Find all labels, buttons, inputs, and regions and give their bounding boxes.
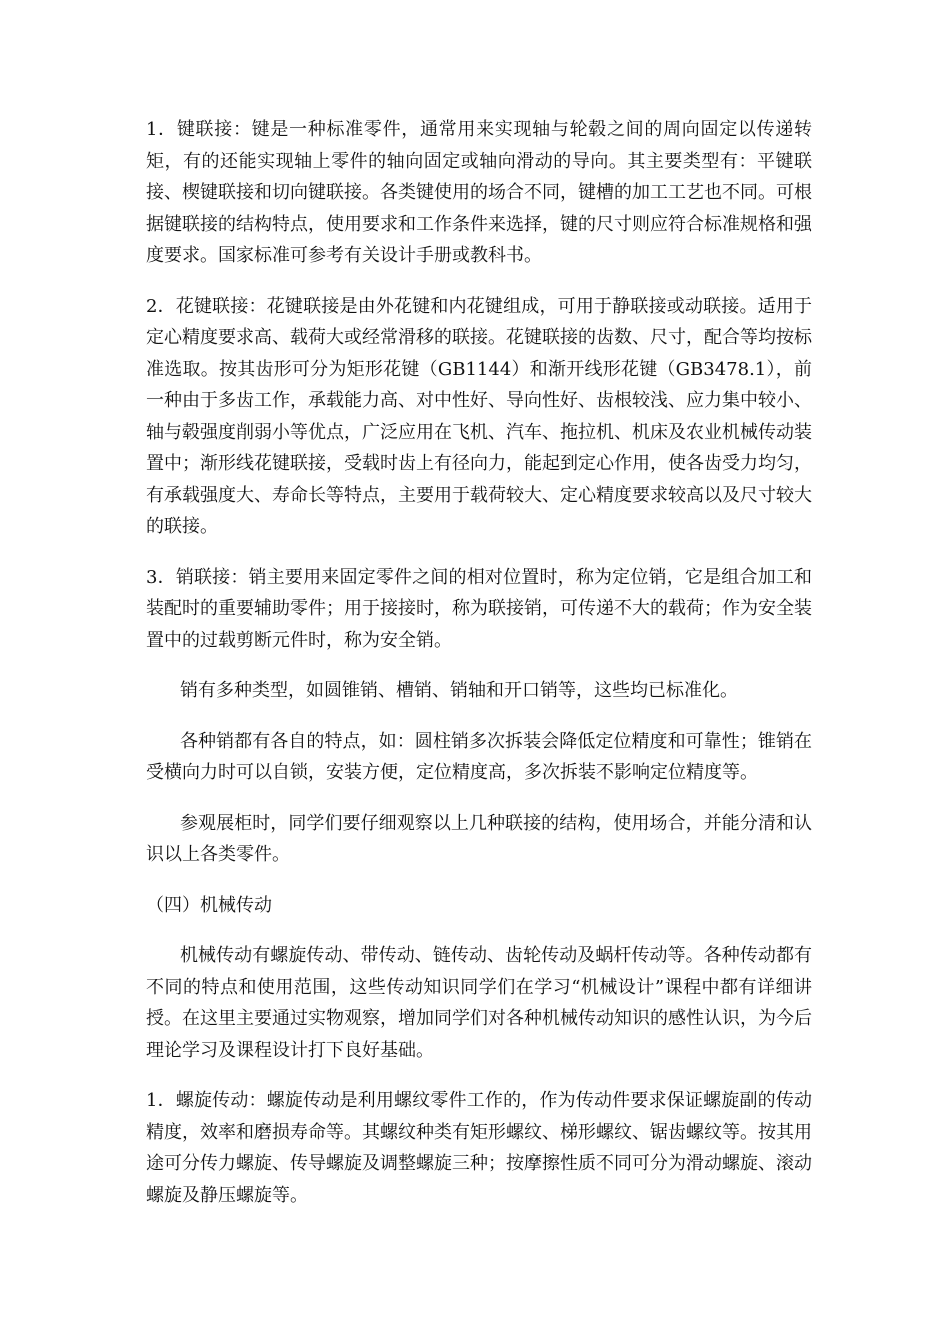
document-body: [146, 114, 812, 1230]
paragraph-key-connection: 1．键联接：键是一种标准零件，通常用来实现轴与轮毂之间的周向固定以传递转矩，有的还能实现轴上零件的轴向固定或轴向滑动的导向。其主要类型有：平键联接、楔键联接和切向键联接。各类键使用的场合不同，键槽的加工工艺也不同。可根据键联接的结构特点，使用要求和工作条件来选择，键的尺寸则应符合标准规格和强度要求。国家标准可参考有关设计手册或教科书。: [146, 119, 812, 266]
paragraph-pin-types: 销有多种类型，如圆锥销、槽销、销轴和开口销等，这些均已标准化。: [180, 680, 738, 701]
paragraph-pin-features: 各种销都有各自的特点，如：圆柱销多次拆装会降低定位精度和可靠性；锥销在受横向力时可以自锁，安装方便，定位精度高，多次拆装不影响定位精度等。: [146, 730, 812, 783]
section-heading-mechanical-transmission: （四）机械传动: [146, 894, 272, 916]
paragraph-pin-connection: 3．销联接：销主要用来固定零件之间的相对位置时，称为定位销，它是组合加工和装配时的重要辅助零件；用于接接时，称为联接销，可传递不大的载荷；作为安全装置中的过载剪断元件时，称为安全销。: [146, 566, 812, 651]
paragraph-transmission-intro: 机械传动有螺旋传动、带传动、链传动、齿轮传动及蜗杆传动等。各种传动都有不同的特点和使用范围，这些传动知识同学们在学习“机械设计”课程中都有详细讲授。在这里主要通过实物观察，增加同学们对各种机械传动知识的感性认识，为今后理论学习及课程设计打下良好基础。: [146, 945, 812, 1061]
paragraph-spline-connection: 2．花键联接：花键联接是由外花键和内花键组成，可用于静联接或动联接。适用于定心精度要求高、载荷大或经常滑移的联接。花键联接的齿数、尺寸，配合等均按标准选取。按其齿形可分为矩形花键（GB1144）和渐开线形花键（GB3478.1），前一种由于多齿工作，承载能力高、对中性好、导向性好、齿根较浅、应力集中较小、轴与毂强度削弱小等优点，广泛应用在飞机、汽车、拖拉机、机床及农业机械传动装置中；渐形线花键联接，受载时齿上有径向力，能起到定心作用，使各齿受力均匀，有承载强度大、寿命长等特点，主要用于载荷较大、定心精度要求较高以及尺寸较大的联接。: [146, 295, 812, 537]
paragraph-screw-transmission: 1．螺旋传动：螺旋传动是利用螺纹零件工作的，作为传动件要求保证螺旋副的传动精度，效率和磨损寿命等。其螺纹种类有矩形螺纹、梯形螺纹、锯齿螺纹等。按其用途可分传力螺旋、传导螺旋及调整螺旋三种；按摩擦性质不同可分为滑动螺旋、滚动螺旋及静压螺旋等。: [146, 1090, 812, 1206]
paragraph-exhibit-note: 参观展柜时，同学们要仔细观察以上几种联接的结构，使用场合，并能分清和认识以上各类零件。: [146, 812, 812, 865]
